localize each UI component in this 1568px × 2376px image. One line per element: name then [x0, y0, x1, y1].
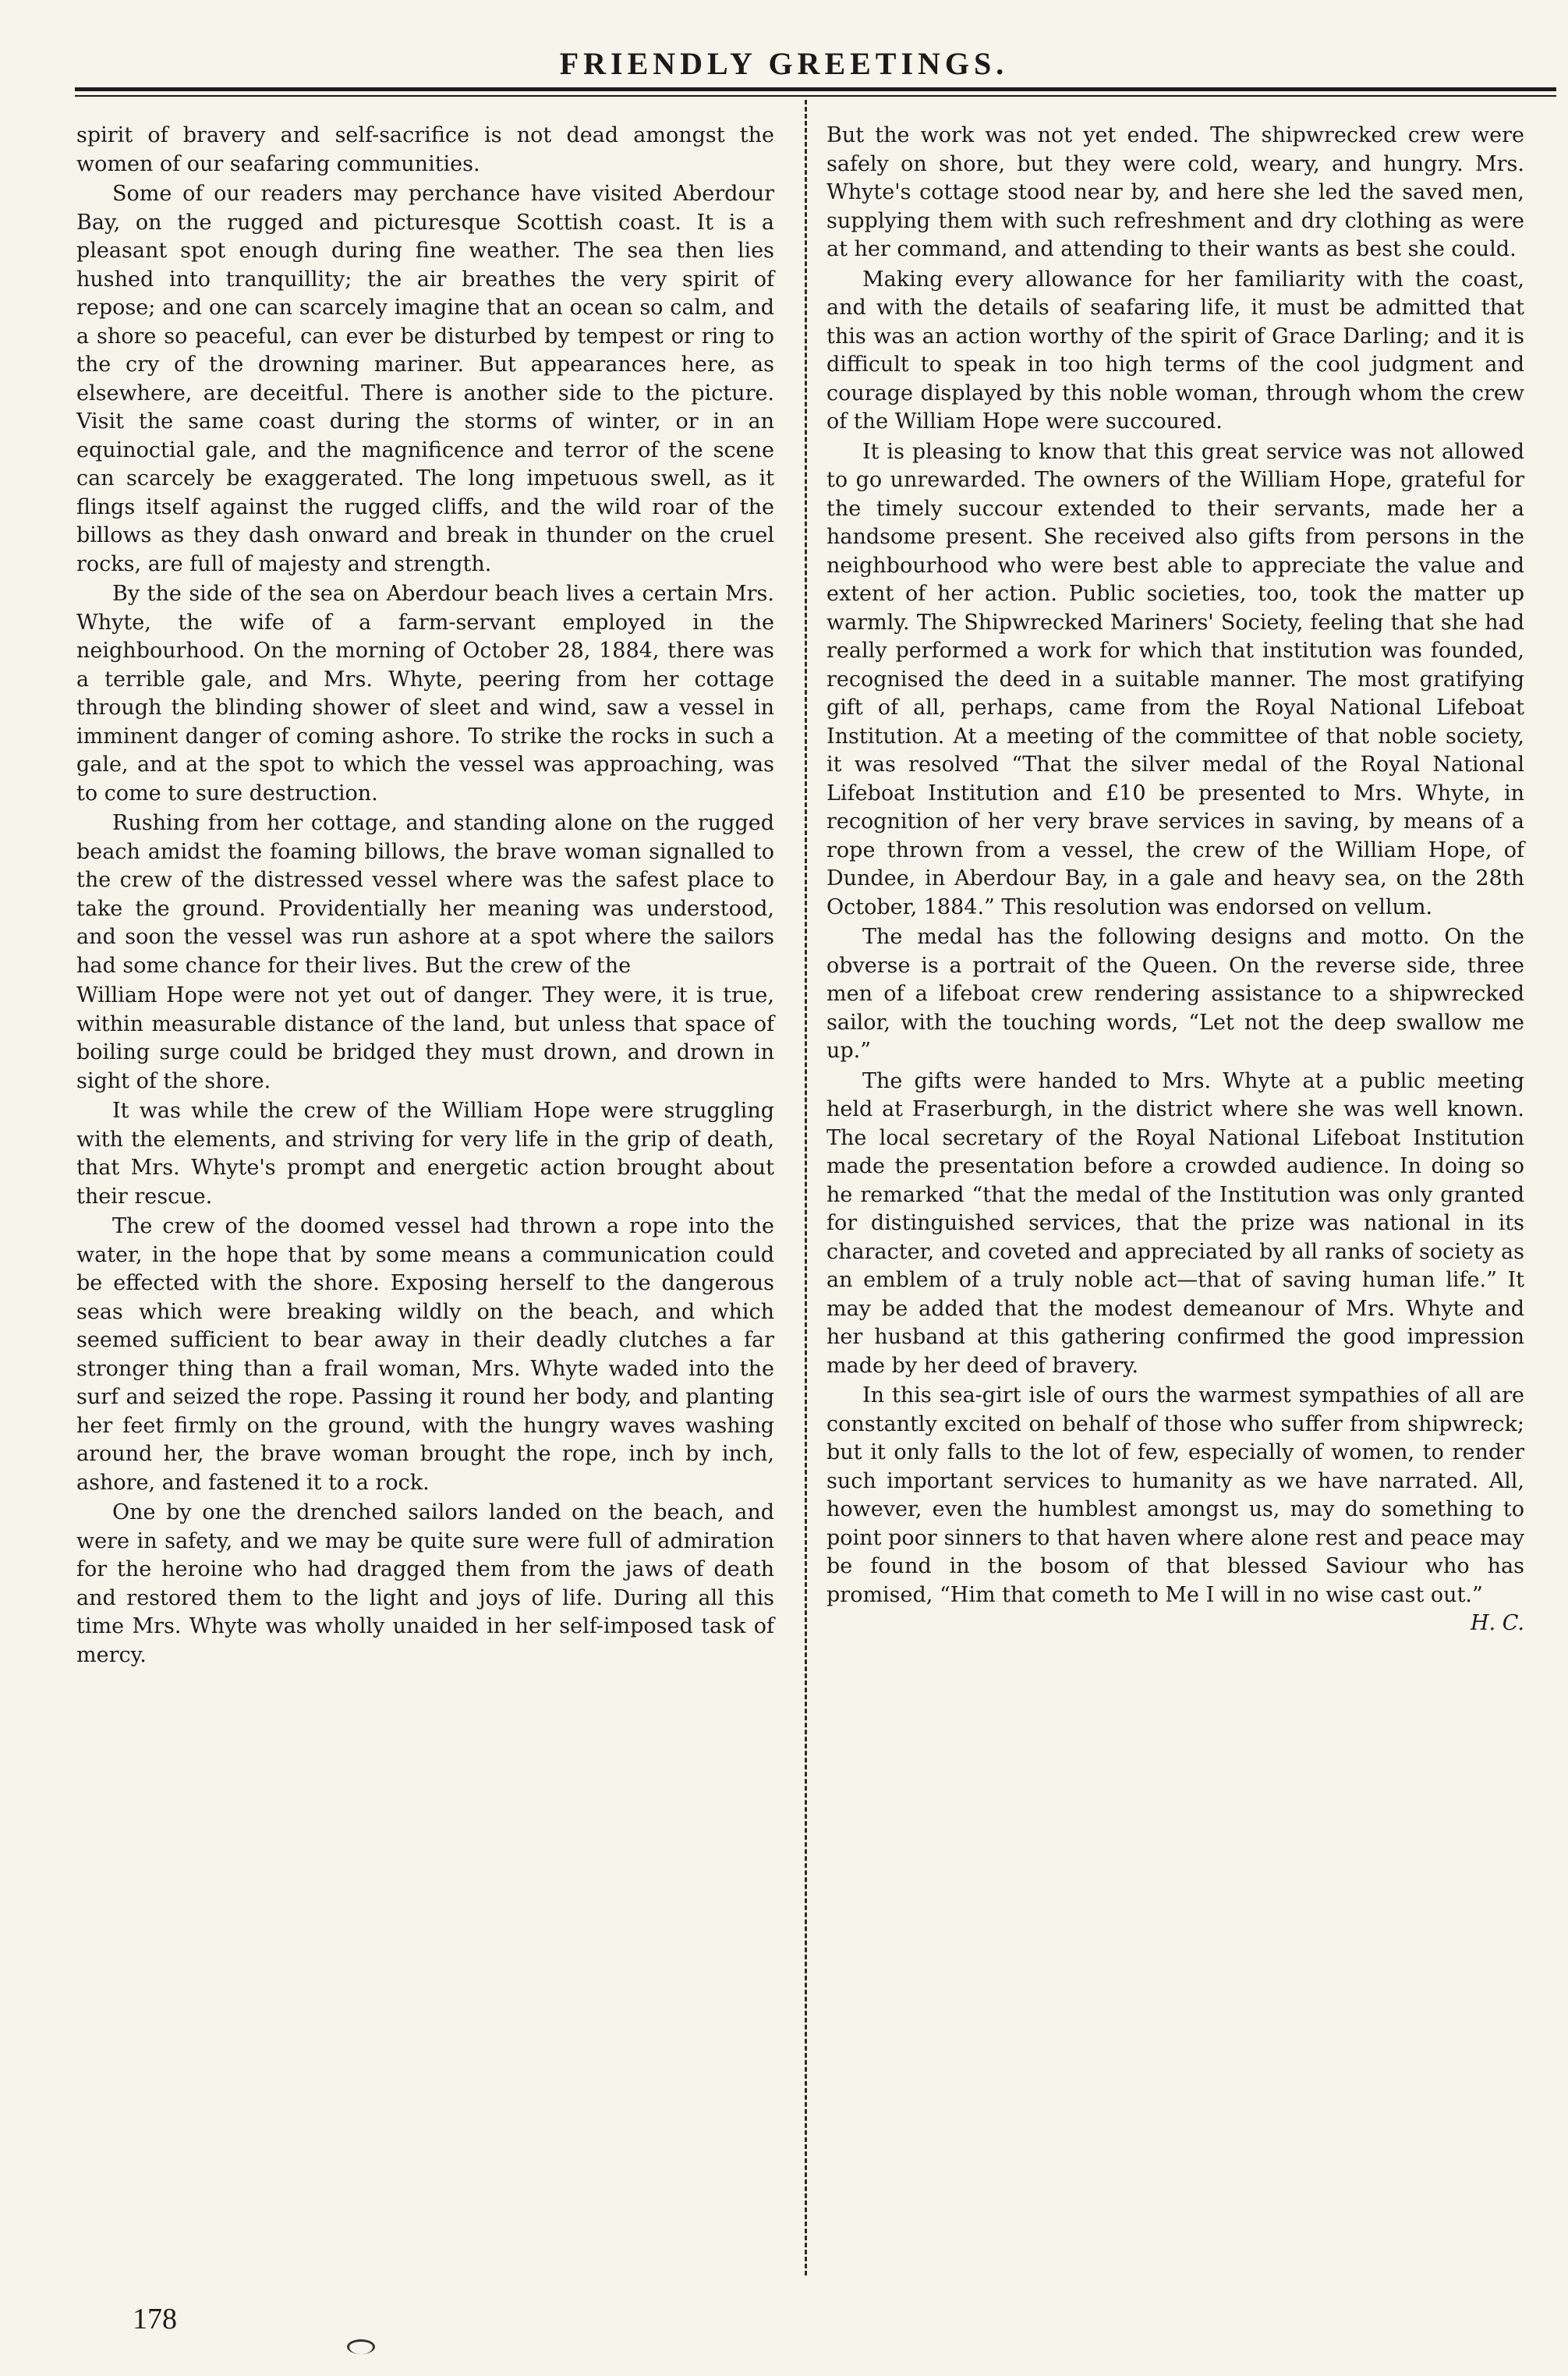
page-number: 178 — [133, 2303, 177, 2335]
paragraph: spirit of bravery and self-sacrifice is not dead amongst the women of our seafaring communities. — [76, 123, 774, 176]
paragraph: The medal has the following designs and motto. On the obverse is a portrait of the Queen. On the reverse side, three men of a lifeboat crew rendering assistance to a shipwrecked sailor, with the touching words, “Let not the deep swallow me up.” — [826, 925, 1524, 1063]
right-column — [826, 122, 1524, 1638]
paragraph: Making every allowance for her familiarity with the coast, and with the details of seafaring life, it must be admitted that this was an action worthy of the spirit of Grace Darling; and it is difficult to speak in too high terms of the cool judgment and courage displayed by this noble woman, through whom the crew of the William Hope were succoured. — [826, 267, 1524, 434]
paragraph: One by one the drenched sailors landed on the beach, and were in safety, and we may be quite sure were full of admiration for the heroine who had dragged them from the jaws of death and restored them to the light and joys of life. During all this time Mrs. Whyte was wholly unaided in her self-imposed task of mercy. — [76, 1500, 774, 1667]
paragraph: William Hope were not yet out of danger. They were, it is true, within measurable distance of the land, but unless that space of boiling surge could be bridged they must drown, and drown in sight of the shore. — [76, 983, 774, 1093]
header-rule-thin — [75, 95, 1556, 97]
running-head: FRIENDLY GREETINGS. — [559, 46, 1009, 81]
header-rule-thick — [75, 87, 1556, 91]
paragraph — [826, 1382, 1524, 1635]
paragraph: The crew of the doomed vessel had thrown a rope into the water, in the hope that by some means a communication could be effected with the shore. Exposing herself to the dangerous seas which were breaking wildly on the beach, and which seemed sufficient to bear away in their deadly clutches a far stronger thing than a frail woman, Mrs. Whyte waded into the surf and seized the rope. Passing it round her body, and planting her feet firmly on the ground, with the hungry waves washing around her, the brave woman brought the rope, inch by inch, ashore, and fastened it to a rock. — [76, 1214, 774, 1495]
paragraph: Rushing from her cottage, and standing alone on the rugged beach amidst the foaming billows, the brave woman signalled to the crew of the distressed vessel where was the safest place to take the ground. Providentially her meaning was understood, and soon the vessel was run ashore at a spot where the sailors had some chance for their lives. But the crew of the — [76, 811, 774, 978]
column-divider — [805, 100, 807, 2275]
paragraph-text: In this sea-girt isle of ours the warmest sympathies of all are constantly excited on behalf of those who suffer from shipwreck; but it only falls to the lot of few, especially of women, to render such important services to humanity as we have narrated. All, however, even the humblest amongst us, may do something to point poor sinners to that haven where alone rest and peace may be found in the bosom of that blessed Saviour who has promised, “Him that cometh to Me I will in no wise cast out.” — [826, 1383, 1524, 1607]
author-signature: H. C. — [1471, 1611, 1524, 1635]
paragraph: Some of our readers may perchance have visited Aberdour Bay, on the rugged and picturesque Scottish coast. It is a pleasant spot enough during fine weather. The sea then lies hushed into tranquillity; the air breathes the very spirit of repose; and one can scarcely imagine that an ocean so calm, and a shore so peaceful, can ever be disturbed by tempest or ring to the cry of the drowning mariner. But appearances here, as elsewhere, are deceitful. There is another side to the picture. Visit the same coast during the storms of winter, or in an equinoctial gale, and the magnificence and terror of the scene can scarcely be exaggerated. The long impetuous swell, as it flings itself against the rugged cliffs, and the wild roar of the billows as they dash onward and break in thunder on the cruel rocks, are full of majesty and strength. — [76, 182, 774, 576]
paragraph: The gifts were handed to Mrs. Whyte at a public meeting held at Fraserburgh, in the district where she was well known. The local secretary of the Royal National Lifeboat Institution made the presentation before a crowded audience. In doing so he remarked “that the medal of the Institution was only granted for distinguished services, that the prize was national in its character, and coveted and appreciated by all ranks of society as an emblem of a truly noble act—that of saving human life.” It may be added that the modest demeanour of Mrs. Whyte and her husband at this gathering confirmed the good impression made by her deed of bravery. — [826, 1068, 1524, 1378]
paragraph: It is pleasing to know that this great service was not allowed to go unrewarded. The owners of the William Hope, grateful for the timely succour extended to their servants, made her a handsome present. She received also gifts from persons in the neighbourhood who were best able to appreciate the value and extent of her action. Public societies, too, took the matter up warmly. The Shipwrecked Mariners' Society, feeling that she had really performed a work for which that institution was founded, recognised the deed in a suitable manner. The most gratifying gift of all, perhaps, came from the Royal National Lifeboat Institution. At a meeting of the committee of that noble society, it was resolved “That the silver medal of the Royal National Lifeboat Institution and £10 be presented to Mrs. Whyte, in recognition of her very brave services in saving, by means of a rope thrown from a vessel, the crew of the William Hope, of Dundee, in Aberdour Bay, in a gale and heavy sea, on the 28th October, 1884.” This resolution was endorsed on vellum. — [826, 439, 1524, 919]
paragraph: It was while the crew of the William Hope were struggling with the elements, and striving for very life in the grip of death, that Mrs. Whyte's prompt and energetic action brought about their rescue. — [76, 1099, 774, 1209]
paragraph: But the work was not yet ended. The shipwrecked crew were safely on shore, but they were cold, weary, and hungry. Mrs. Whyte's cottage stood near by, and here she led the saved men, supplying them with such refreshment and dry clothing as were at her command, and attending to their wants as best she could. — [826, 123, 1524, 261]
paragraph: By the side of the sea on Aberdour beach lives a certain Mrs. Whyte, the wife of a farm-servant employed in the neighbourhood. On the morning of October 28, 1884, there was a terrible gale, and Mrs. Whyte, peering from her cottage through the blinding shower of sleet and wind, saw a vessel in imminent danger of coming ashore. To strike the rocks in such a gale, and at the spot to which the vessel was approaching, was to come to sure destruction. — [76, 582, 774, 806]
left-column — [76, 122, 774, 1671]
ink-mark — [347, 2339, 375, 2354]
